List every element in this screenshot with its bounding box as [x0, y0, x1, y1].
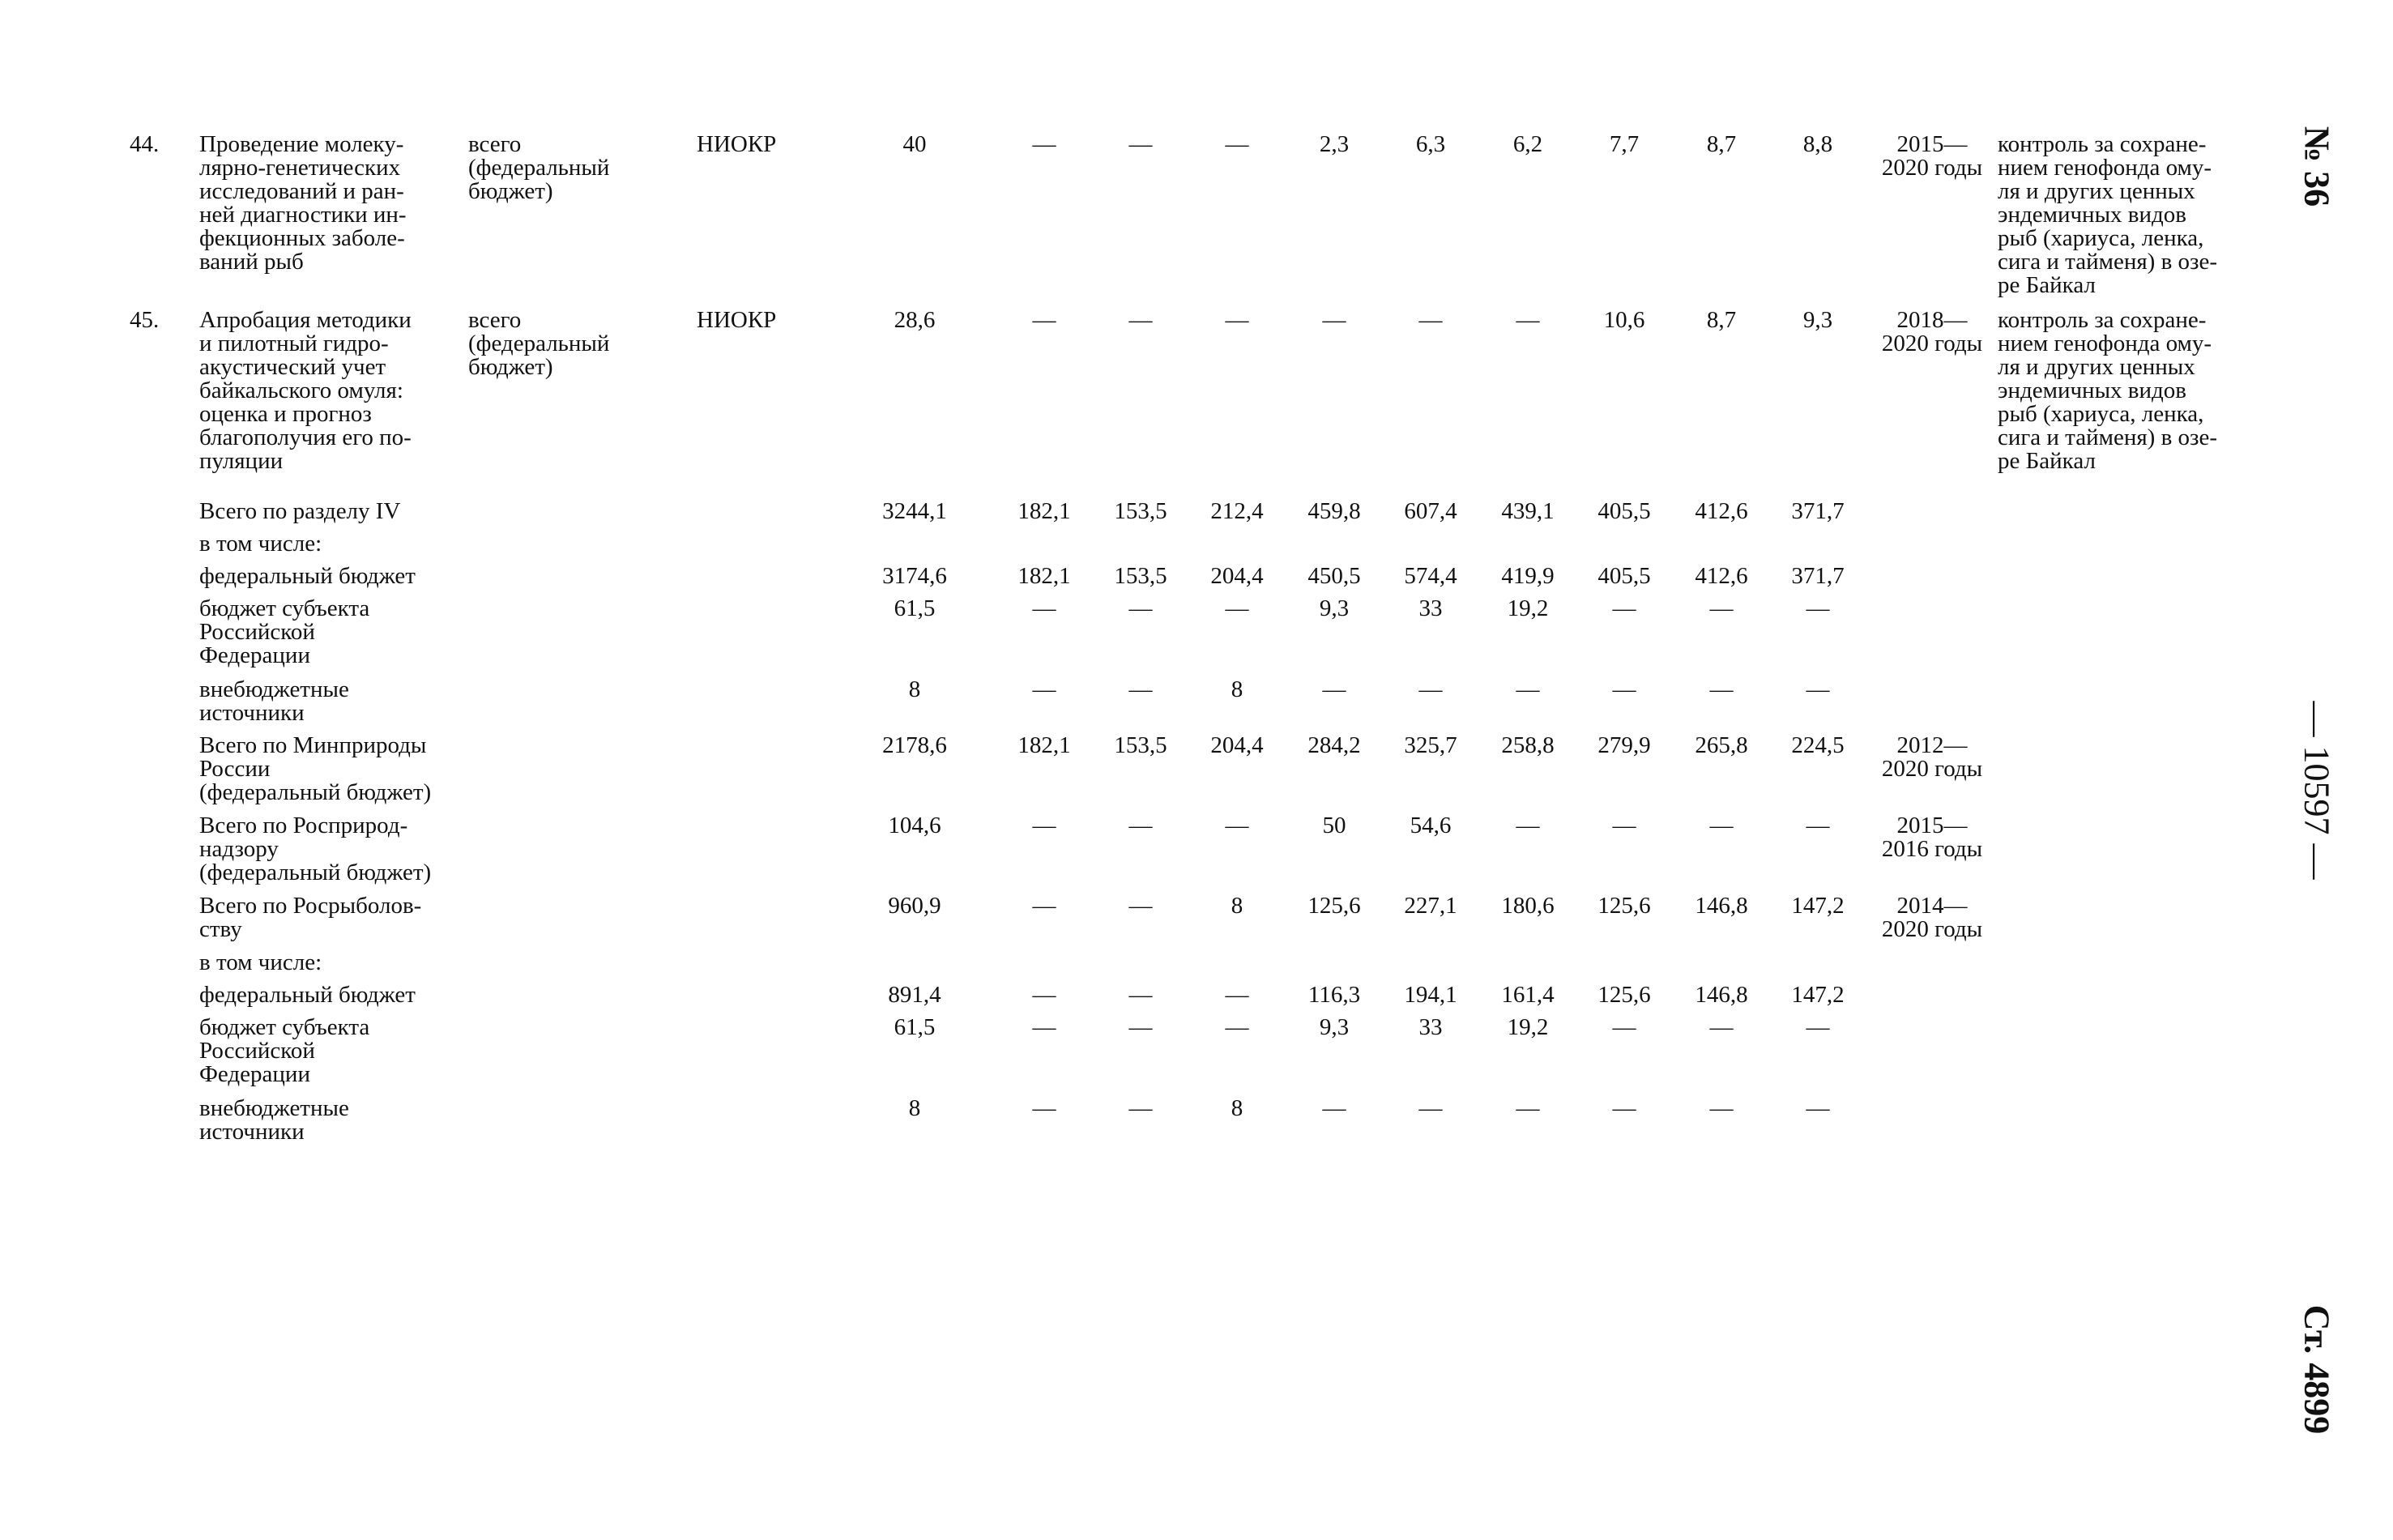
summary-value: 182,1 [1017, 563, 1071, 589]
summary-label: федеральный бюджет [199, 563, 416, 589]
summary-value: 9,3 [1319, 1014, 1350, 1040]
summary-value: 3174,6 [882, 563, 947, 589]
value-cell: 40 [902, 131, 927, 157]
summary-value: 405,5 [1597, 498, 1651, 524]
summary-value: — [1128, 982, 1153, 1008]
summary-value: 19,2 [1507, 595, 1549, 621]
value-cell: — [1128, 307, 1153, 333]
summary-value: — [1709, 676, 1734, 702]
summary-value: 8 [908, 1095, 921, 1121]
summary-label: федеральный бюджет [199, 982, 416, 1008]
value-cell: — [1225, 307, 1249, 333]
summary-value: — [1225, 813, 1249, 838]
summary-value: — [1806, 676, 1830, 702]
summary-value: 161,4 [1501, 982, 1555, 1008]
summary-value: 182,1 [1017, 498, 1071, 524]
value-cell: — [1225, 131, 1249, 157]
value-cell: — [1418, 307, 1443, 333]
summary-value: 265,8 [1695, 732, 1748, 758]
expected-result: контроль за сохране- нием генофонда ому- ля и других ценных эндемичных видов рыб (хариуса, ленка, сига и тайменя) в озе- ре Байкал [1998, 307, 2218, 474]
summary-value: 450,5 [1307, 563, 1361, 589]
summary-value: 125,6 [1597, 982, 1651, 1008]
expected-result: контроль за сохране- нием генофонда ому- ля и других ценных эндемичных видов рыб (хариуса, ленка, сига и тайменя) в озе- ре Байкал [1998, 131, 2218, 298]
summary-value: — [1128, 1095, 1153, 1121]
summary-value: — [1612, 676, 1636, 702]
summary-value: — [1806, 813, 1830, 838]
summary-value: 204,4 [1210, 563, 1264, 589]
summary-value: 607,4 [1404, 498, 1457, 524]
summary-value: — [1709, 1014, 1734, 1040]
summary-value: — [1032, 982, 1056, 1008]
summary-value: — [1128, 676, 1153, 702]
value-cell: 6,3 [1415, 131, 1446, 157]
summary-value: 8 [1231, 676, 1243, 702]
summary-value: 325,7 [1404, 732, 1457, 758]
value-cell: 9,3 [1802, 307, 1833, 333]
value-cell: — [1032, 307, 1056, 333]
summary-value: — [1418, 1095, 1443, 1121]
summary-value: 2178,6 [882, 732, 947, 758]
summary-value: — [1806, 1095, 1830, 1121]
summary-value: 54,6 [1410, 813, 1452, 838]
summary-value: 182,1 [1017, 732, 1071, 758]
summary-value: — [1709, 813, 1734, 838]
summary-label: Всего по Росприрод- надзору (федеральный бюджет) [199, 813, 432, 885]
summary-value: 33 [1418, 595, 1443, 621]
value-cell: 8,8 [1802, 131, 1833, 157]
period: 2015— 2020 годы [1881, 131, 1983, 181]
summary-value: 258,8 [1501, 732, 1555, 758]
summary-value: 194,1 [1404, 982, 1457, 1008]
summary-value: — [1128, 813, 1153, 838]
summary-value: 960,9 [888, 893, 941, 919]
period: 2018— 2020 годы [1881, 307, 1983, 356]
summary-value: 405,5 [1597, 563, 1651, 589]
summary-label: в том числе: [199, 531, 322, 557]
summary-value: 146,8 [1695, 893, 1748, 919]
summary-value: 153,5 [1114, 563, 1167, 589]
summary-value: — [1128, 595, 1153, 621]
summary-value: 459,8 [1307, 498, 1361, 524]
summary-value: 61,5 [894, 1014, 936, 1040]
summary-value: 153,5 [1114, 732, 1167, 758]
summary-value: — [1516, 1095, 1540, 1121]
value-cell: — [1128, 131, 1153, 157]
funding-source: всего (федеральный бюджет) [468, 131, 610, 204]
summary-value: — [1612, 813, 1636, 838]
row-number: 44. [130, 131, 160, 157]
summary-value: 371,7 [1791, 498, 1845, 524]
value-cell: 10,6 [1603, 307, 1645, 333]
issue-number: № 36 [2297, 126, 2337, 207]
summary-value: 419,9 [1501, 563, 1555, 589]
summary-label: Всего по Минприроды России (федеральный бюджет) [199, 732, 432, 805]
summary-value: 204,4 [1210, 732, 1264, 758]
summary-value: — [1516, 813, 1540, 838]
summary-label: в том числе: [199, 949, 322, 975]
summary-period: 2014— 2020 годы [1881, 893, 1983, 942]
summary-value: — [1225, 1014, 1249, 1040]
summary-value: 180,6 [1501, 893, 1555, 919]
summary-value: 279,9 [1597, 732, 1651, 758]
summary-value: 224,5 [1791, 732, 1845, 758]
summary-value: 412,6 [1695, 563, 1748, 589]
summary-value: 125,6 [1307, 893, 1361, 919]
summary-value: 212,4 [1210, 498, 1264, 524]
measure-name: Проведение молеку- лярно-генетических исследований и ран- ней диагностики ин- фекционных заболе- ваний рыб [199, 131, 407, 275]
summary-value: — [1032, 676, 1056, 702]
summary-label: бюджет субъекта Российской Федерации [199, 1014, 370, 1087]
summary-value: — [1709, 595, 1734, 621]
summary-value: 8 [1231, 893, 1243, 919]
summary-value: 104,6 [888, 813, 941, 838]
summary-value: — [1612, 595, 1636, 621]
summary-value: — [1128, 1014, 1153, 1040]
value-cell: — [1322, 307, 1346, 333]
summary-value: 116,3 [1307, 982, 1361, 1008]
summary-value: — [1418, 676, 1443, 702]
row-number: 45. [130, 307, 160, 333]
summary-value: — [1322, 1095, 1346, 1121]
summary-label: Всего по Росрыболов- ству [199, 893, 422, 942]
summary-value: — [1032, 595, 1056, 621]
summary-value: 153,5 [1114, 498, 1167, 524]
summary-value: 147,2 [1791, 982, 1845, 1008]
summary-value: 19,2 [1507, 1014, 1549, 1040]
summary-period: 2012— 2020 годы [1881, 732, 1983, 782]
summary-value: 371,7 [1791, 563, 1845, 589]
value-cell: 8,7 [1706, 131, 1737, 157]
work-type: НИОКР [697, 307, 777, 333]
funding-source: всего (федеральный бюджет) [468, 307, 610, 380]
summary-value: 412,6 [1695, 498, 1748, 524]
summary-value: — [1225, 595, 1249, 621]
summary-value: — [1806, 1014, 1830, 1040]
summary-value: 574,4 [1404, 563, 1457, 589]
page-label: Ст. 4899 [2297, 1304, 2337, 1435]
page-number: — 10597 — [2297, 701, 2337, 880]
work-type: НИОКР [697, 131, 777, 157]
measure-name: Апробация методики и пилотный гидро- акустический учет байкальского омуля: оценка и прогноз благополучия его по- пуляции [199, 307, 412, 474]
value-cell: 8,7 [1706, 307, 1737, 333]
summary-value: 125,6 [1597, 893, 1651, 919]
summary-value: 8 [908, 676, 921, 702]
summary-value: 8 [1231, 1095, 1243, 1121]
summary-value: 227,1 [1404, 893, 1457, 919]
value-cell: 28,6 [894, 307, 936, 333]
summary-value: — [1032, 1095, 1056, 1121]
summary-label: внебюджетные источники [199, 1095, 349, 1145]
summary-value: — [1032, 813, 1056, 838]
value-cell: 2,3 [1319, 131, 1350, 157]
value-cell: 7,7 [1609, 131, 1640, 157]
summary-label: внебюджетные источники [199, 676, 349, 726]
summary-label: бюджет субъекта Российской Федерации [199, 595, 370, 668]
summary-value: 439,1 [1501, 498, 1555, 524]
summary-value: — [1612, 1095, 1636, 1121]
summary-value: 891,4 [888, 982, 941, 1008]
summary-value: 61,5 [894, 595, 936, 621]
summary-value: — [1709, 1095, 1734, 1121]
summary-value: 50 [1322, 813, 1346, 838]
summary-value: — [1225, 982, 1249, 1008]
value-cell: — [1032, 131, 1056, 157]
summary-value: — [1032, 893, 1056, 919]
summary-value: 9,3 [1319, 595, 1350, 621]
summary-label: Всего по разделу IV [199, 498, 401, 524]
summary-value: 3244,1 [882, 498, 947, 524]
summary-value: — [1516, 676, 1540, 702]
summary-value: — [1806, 595, 1830, 621]
summary-value: 33 [1418, 1014, 1443, 1040]
value-cell: 6,2 [1512, 131, 1543, 157]
value-cell: — [1516, 307, 1540, 333]
summary-value: — [1322, 676, 1346, 702]
summary-value: 284,2 [1307, 732, 1361, 758]
summary-value: — [1612, 1014, 1636, 1040]
summary-value: — [1032, 1014, 1056, 1040]
summary-value: 147,2 [1791, 893, 1845, 919]
summary-value: — [1128, 893, 1153, 919]
summary-period: 2015— 2016 годы [1881, 813, 1983, 862]
summary-value: 146,8 [1695, 982, 1748, 1008]
